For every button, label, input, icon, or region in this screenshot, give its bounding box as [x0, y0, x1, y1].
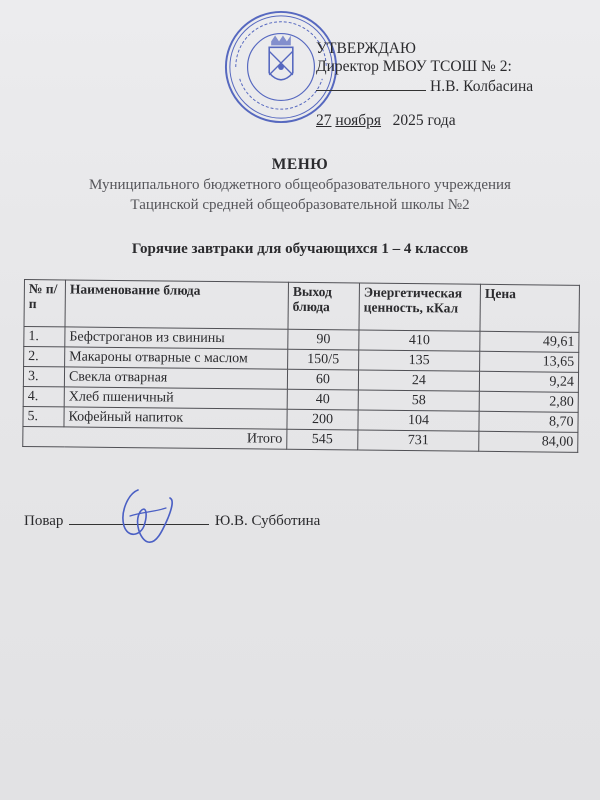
header-yield: Выход блюда [288, 282, 359, 330]
approval-heading: УТВЕРЖДАЮ [316, 40, 416, 57]
header-price: Цена [480, 284, 579, 332]
row-num: 3. [23, 367, 64, 387]
row-price: 2,80 [479, 391, 578, 412]
total-price: 84,00 [479, 431, 578, 452]
cook-label: Повар [24, 513, 64, 529]
row-dish-name: Кофейный напиток [64, 407, 287, 429]
row-energy: 24 [358, 370, 479, 391]
row-price: 8,70 [479, 411, 578, 432]
row-energy: 58 [358, 390, 479, 411]
row-yield: 200 [287, 409, 358, 430]
row-yield: 150/5 [288, 349, 359, 370]
approval-month: ноября [335, 112, 382, 129]
approval-day: 27 [316, 112, 332, 129]
total-label: Итого [23, 426, 287, 449]
row-num: 4. [23, 386, 64, 406]
approval-block [316, 40, 533, 96]
row-dish-name: Макароны отварные с маслом [65, 347, 288, 369]
row-price: 49,61 [480, 331, 579, 352]
approval-date [316, 112, 456, 130]
row-price: 9,24 [479, 371, 578, 392]
cook-name: Ю.В. Субботина [214, 513, 321, 529]
row-energy: 135 [359, 350, 480, 371]
row-yield: 90 [288, 329, 359, 350]
total-yield: 545 [287, 429, 358, 450]
organization-line-1: Муниципального бюджетного общеобразовательного учреждения [89, 177, 511, 193]
row-dish-name: Бефстроганов из свинины [65, 327, 288, 349]
menu-subtitle: Горячие завтраки для обучающихся 1 – 4 классов [131, 241, 469, 257]
total-energy: 731 [358, 430, 479, 451]
header-name: Наименование блюда [65, 280, 288, 329]
row-yield: 60 [287, 369, 358, 390]
row-num: 1. [24, 327, 65, 347]
menu-title: МЕНЮ [271, 156, 329, 173]
row-num: 5. [23, 406, 64, 426]
organization-line-2: Тацинской средней общеобразовательной школы №2 [130, 197, 470, 213]
row-yield: 40 [287, 389, 358, 410]
row-num: 2. [24, 347, 65, 367]
approval-position: Директор МБОУ ТСОШ № 2: [316, 58, 512, 75]
row-dish-name: Хлеб пшеничный [64, 387, 287, 409]
menu-table [22, 279, 580, 453]
approval-year: 2025 года [392, 112, 456, 129]
director-signature-blank [316, 76, 426, 91]
header-num: № п/п [24, 280, 65, 327]
approval-signature-line [316, 76, 533, 96]
row-energy: 410 [359, 330, 480, 351]
row-price: 13,65 [480, 351, 579, 372]
row-dish-name: Свекла отварная [64, 367, 287, 389]
table-header-row [24, 280, 579, 333]
row-energy: 104 [358, 410, 479, 431]
header-energy: Энергетическая ценность, кКал [359, 283, 480, 331]
cook-handwritten-signature [100, 482, 190, 552]
director-name: Н.В. Колбасина [430, 78, 534, 95]
